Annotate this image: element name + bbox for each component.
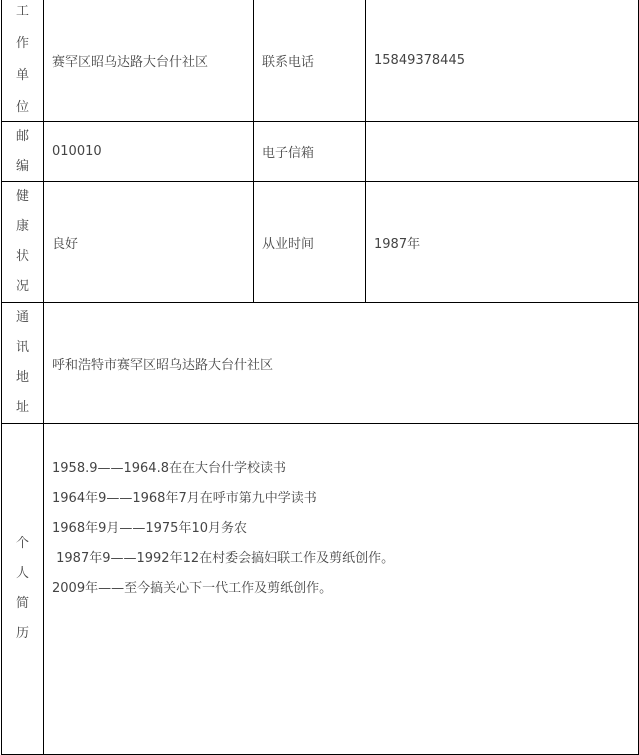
label-char: 康 xyxy=(15,219,29,234)
label-char: 健 xyxy=(15,189,29,204)
label-resume xyxy=(2,424,44,755)
resume-line: 1964年9——1968年7月在呼市第九中学读书 xyxy=(52,491,317,506)
label-char: 历 xyxy=(15,626,29,641)
row-resume xyxy=(2,424,639,755)
resume-line: 2009年——至今搞关心下一代工作及剪纸创作。 xyxy=(52,581,333,596)
label-char: 个 xyxy=(15,536,29,551)
phone-label: 联系电话 xyxy=(254,0,366,122)
label-char: 状 xyxy=(15,249,29,264)
since-value: 1987年 xyxy=(366,182,639,303)
label-char: 工 xyxy=(15,4,29,19)
label-char: 编 xyxy=(15,158,29,174)
label-postcode xyxy=(2,122,44,182)
phone-value: 15849378445 xyxy=(366,0,639,122)
resume-line: 1958.9——1964.8在在大台什学校读书 xyxy=(52,461,286,476)
label-char: 址 xyxy=(15,400,29,415)
label-char: 简 xyxy=(15,596,29,611)
label-char: 通 xyxy=(15,310,29,325)
resume-cell xyxy=(44,424,639,755)
label-work-unit xyxy=(2,0,44,122)
label-health xyxy=(2,182,44,303)
label-char: 况 xyxy=(15,279,29,294)
row-postcode xyxy=(2,122,639,182)
label-char: 人 xyxy=(15,566,29,581)
label-char: 讯 xyxy=(15,340,29,355)
label-char: 邮 xyxy=(15,128,29,144)
row-work-unit xyxy=(2,0,639,122)
work-unit-value: 赛罕区昭乌达路大台什社区 xyxy=(44,0,254,122)
email-value xyxy=(366,122,639,182)
label-char: 作 xyxy=(15,36,29,51)
email-label: 电子信箱 xyxy=(254,122,366,182)
label-char: 地 xyxy=(15,370,29,385)
since-label: 从业时间 xyxy=(254,182,366,303)
info-table xyxy=(1,0,639,755)
resume-line: 1968年9月——1975年10月务农 xyxy=(52,521,247,536)
label-address xyxy=(2,303,44,424)
label-char: 位 xyxy=(15,100,29,115)
resume-line: 1987年9——1992年12在村委会搞妇联工作及剪纸创作。 xyxy=(52,551,395,566)
postcode-value: 010010 xyxy=(44,122,254,182)
health-value: 良好 xyxy=(44,182,254,303)
resume-lines xyxy=(44,424,638,604)
row-health xyxy=(2,182,639,303)
address-value: 呼和浩特市赛罕区昭乌达路大台什社区 xyxy=(44,303,639,424)
label-char: 单 xyxy=(15,68,29,83)
row-address xyxy=(2,303,639,424)
